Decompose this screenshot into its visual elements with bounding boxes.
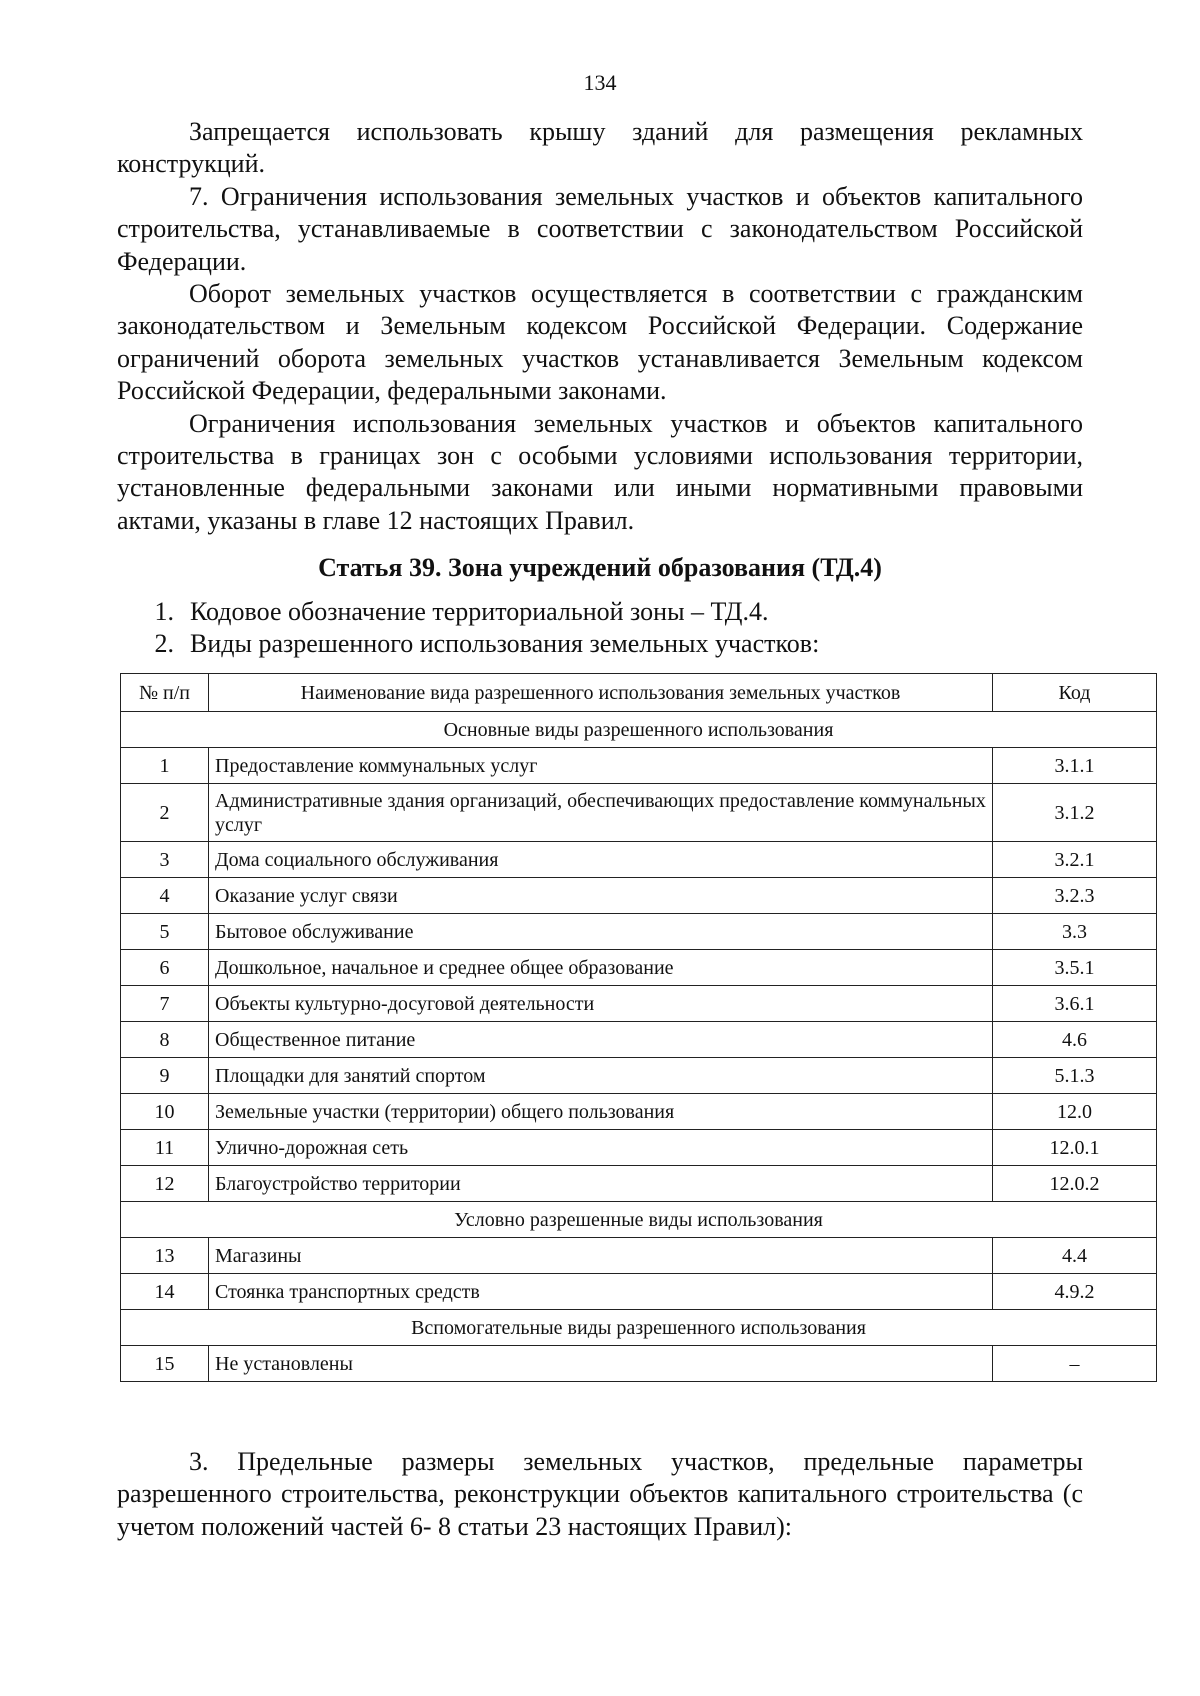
row-name: Земельные участки (территории) общего пользования: [209, 1094, 993, 1130]
paragraph: Ограничения использования земельных участков и объектов капитального строительства в границах зон с особыми условиями использования территории, установленные федеральными законами или иными нормативными правовыми актами, указаны в главе 12 настоящих Правил.: [117, 408, 1083, 535]
table-section-row: [121, 712, 1157, 748]
table-row: [121, 1166, 1157, 1202]
paragraph: 7. Ограничения использования земельных участков и объектов капитального строительства, устанавливаемые в соответствии с законодательством Российской Федерации.: [117, 181, 1083, 276]
row-name: Дома социального обслуживания: [209, 842, 993, 878]
row-name: Оказание услуг связи: [209, 878, 993, 914]
row-code: 3.3: [993, 914, 1157, 950]
row-name: Улично-дорожная сеть: [209, 1130, 993, 1166]
row-code: 12.0.2: [993, 1166, 1157, 1202]
table-row: [121, 1058, 1157, 1094]
row-code: 3.1.2: [993, 784, 1157, 842]
numbered-list: [117, 596, 1083, 661]
section-title: Вспомогательные виды разрешенного использования: [121, 1310, 1157, 1346]
row-number: 6: [121, 950, 209, 986]
page-number: 134: [583, 70, 617, 95]
table-header-row: [121, 674, 1157, 712]
row-name: Магазины: [209, 1238, 993, 1274]
row-name: Предоставление коммунальных услуг: [209, 748, 993, 784]
row-name: Благоустройство территории: [209, 1166, 993, 1202]
paragraph: Запрещается использовать крышу зданий для размещения рекламных конструкций.: [117, 117, 1083, 179]
row-number: 13: [121, 1238, 209, 1274]
row-number: 8: [121, 1022, 209, 1058]
row-code: –: [993, 1346, 1157, 1382]
row-name: Дошкольное, начальное и среднее общее образование: [209, 950, 993, 986]
row-number: 10: [121, 1094, 209, 1130]
row-name: Бытовое обслуживание: [209, 914, 993, 950]
header-num: № п/п: [121, 674, 209, 712]
table-row: [121, 1094, 1157, 1130]
list-item: [117, 596, 1083, 628]
land-use-table: [120, 673, 1157, 1382]
row-number: 1: [121, 748, 209, 784]
table-row: [121, 878, 1157, 914]
table-row: [121, 1346, 1157, 1382]
row-code: 4.9.2: [993, 1274, 1157, 1310]
row-code: 3.5.1: [993, 950, 1157, 986]
row-name: Административные здания организаций, обеспечивающих предоставление коммунальных услуг: [209, 784, 993, 842]
row-code: 3.1.1: [993, 748, 1157, 784]
section-title: Условно разрешенные виды использования: [121, 1202, 1157, 1238]
row-number: 9: [121, 1058, 209, 1094]
table-row: [121, 842, 1157, 878]
list-number: 2.: [154, 629, 174, 659]
list-item: [117, 628, 1083, 660]
table-row: [121, 748, 1157, 784]
row-name: Площадки для занятий спортом: [209, 1058, 993, 1094]
table-row: [121, 784, 1157, 842]
table-row: [121, 950, 1157, 986]
section-title: Основные виды разрешенного использования: [121, 712, 1157, 748]
row-name: Стоянка транспортных средств: [209, 1274, 993, 1310]
table-row: [121, 914, 1157, 950]
row-code: 4.6: [993, 1022, 1157, 1058]
body-text: [117, 116, 1083, 537]
paragraph: Оборот земельных участков осуществляется в соответствии с гражданским законодательством и Земельным кодексом Российской Федерации. Содержание ограничений оборота земельных участков устанавливается Земельным кодексом Российской Федерации, федеральными законами.: [117, 279, 1083, 406]
table-row: [121, 1022, 1157, 1058]
row-name: Общественное питание: [209, 1022, 993, 1058]
table-section-row: [121, 1310, 1157, 1346]
row-number: 7: [121, 986, 209, 1022]
list-text: Виды разрешенного использования земельных участков:: [190, 629, 820, 659]
row-number: 2: [121, 784, 209, 842]
table-row: [121, 1238, 1157, 1274]
list-number: 1.: [154, 597, 174, 626]
row-code: 3.2.1: [993, 842, 1157, 878]
row-number: 12: [121, 1166, 209, 1202]
row-number: 14: [121, 1274, 209, 1310]
header-name: Наименование вида разрешенного использования земельных участков: [209, 674, 993, 712]
header-code: Код: [993, 674, 1157, 712]
row-code: 3.6.1: [993, 986, 1157, 1022]
row-number: 15: [121, 1346, 209, 1382]
tail-text: [117, 1446, 1083, 1543]
row-number: 4: [121, 878, 209, 914]
table-section-row: [121, 1202, 1157, 1238]
row-code: 12.0.1: [993, 1130, 1157, 1166]
paragraph: 3. Предельные размеры земельных участков, предельные параметры разрешенного строительства, реконструкции объектов капитального строительства (с учетом положений частей 6- 8 статьи 23 настоящих Правил):: [117, 1447, 1083, 1541]
article-title: Статья 39. Зона учреждений образования (ТД.4): [318, 553, 882, 582]
row-code: 5.1.3: [993, 1058, 1157, 1094]
row-number: 3: [121, 842, 209, 878]
row-number: 11: [121, 1130, 209, 1166]
row-name: Объекты культурно-досуговой деятельности: [209, 986, 993, 1022]
row-code: 4.4: [993, 1238, 1157, 1274]
table-row: [121, 1274, 1157, 1310]
table-row: [121, 1130, 1157, 1166]
table-row: [121, 986, 1157, 1022]
row-code: 3.2.3: [993, 878, 1157, 914]
row-name: Не установлены: [209, 1346, 993, 1382]
list-text: Кодовое обозначение территориальной зоны – ТД.4.: [190, 597, 769, 626]
row-number: 5: [121, 914, 209, 950]
row-code: 12.0: [993, 1094, 1157, 1130]
